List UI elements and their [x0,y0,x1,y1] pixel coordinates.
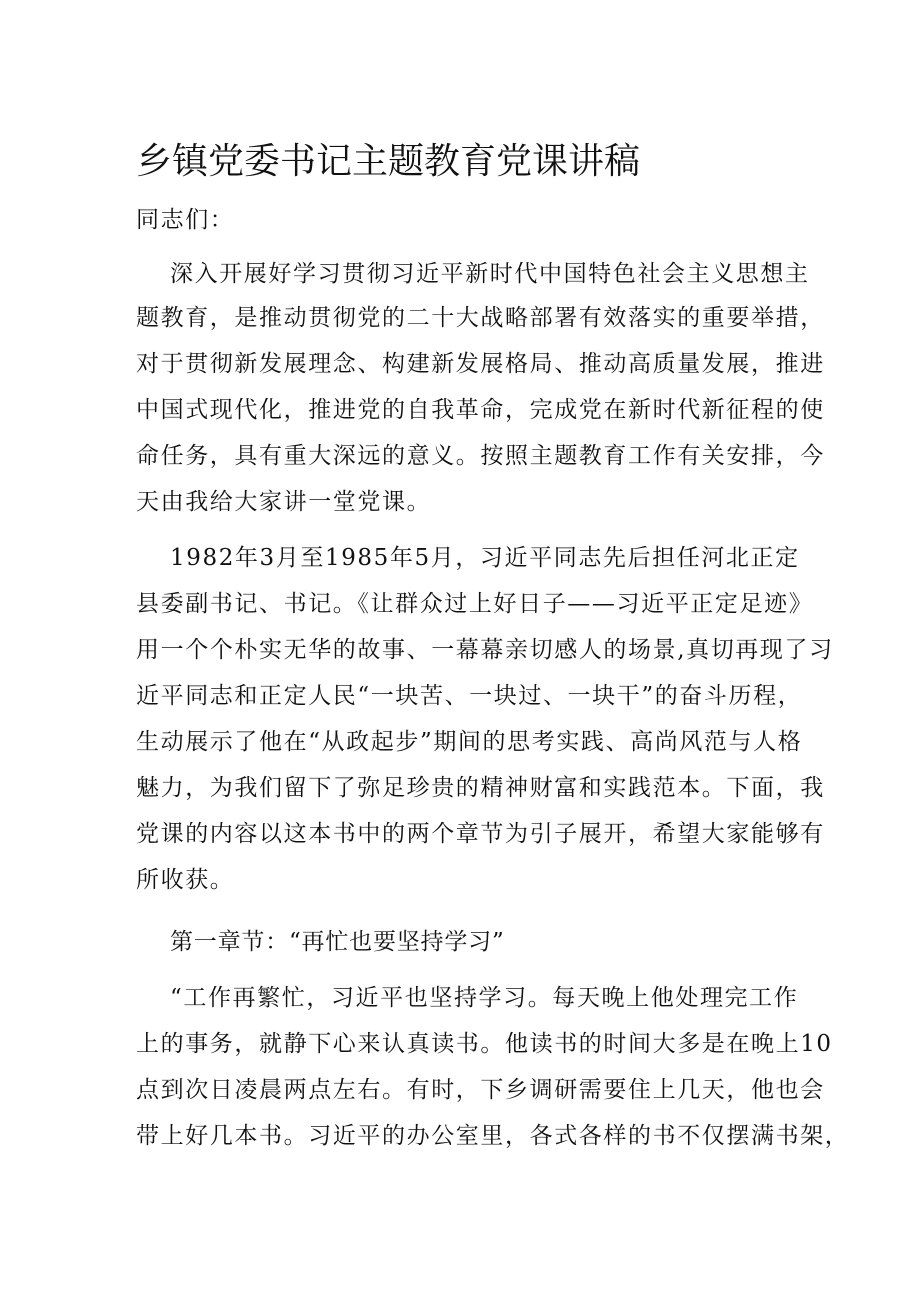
paragraph-line: 点到次日凌晨两点左右。有时，下乡调研需要住上几天，他也会 [136,1077,825,1103]
greeting: 同志们： [136,207,235,233]
paragraph-line: 生动展示了他在“从政起步”期间的思考实践、高尚风范与人格 [136,729,803,755]
paragraph-line: 党课的内容以这本书中的两个章节为引子展开，希望大家能够有 [136,821,825,847]
paragraph-line: 近平同志和正定人民“一块苦、一块过、一块干”的奋斗历程， [136,683,803,709]
paragraph-line: 题教育，是推动贯彻党的二十大战略部署有效落实的重要举措， [136,305,825,331]
document-title: 乡镇党委书记主题教育党课讲稿 [136,141,641,182]
paragraph-line: 带上好几本书。习近平的办公室里，各式各样的书不仅摆满书架， [136,1123,850,1149]
chapter-heading: 第一章节：“再忙也要坚持学习” [170,929,505,955]
paragraph-line: 深入开展好学习贯彻习近平新时代中国特色社会主义思想主 [170,261,810,287]
paragraph-line: 天由我给大家讲一堂党课。 [136,489,432,515]
paragraph-line: 中国式现代化，推进党的自我革命，完成党在新时代新征程的使 [136,397,825,423]
paragraph-line: “工作再繁忙，习近平也坚持学习。每天晚上他处理完工作 [170,985,799,1011]
paragraph-line: 对于贯彻新发展理念、构建新发展格局、推动高质量发展，推进 [136,351,825,377]
paragraph-line: 1982年3月至1985年5月，习近平同志先后担任河北正定 [170,545,800,571]
paragraph-line: 用一个个朴实无华的故事、一幕幕亲切感人的场景,真切再现了习 [136,637,834,663]
paragraph-line: 魅力，为我们留下了弥足珍贵的精神财富和实践范本。下面，我 [136,775,825,801]
paragraph-line: 县委副书记、书记。《让群众过上好日子——习近平正定足迹》 [136,591,814,617]
paragraph-line: 上的事务，就静下心来认真读书。他读书的时间大多是在晚上10 [136,1031,833,1057]
paragraph-line: 所收获。 [136,867,235,893]
paragraph-line: 命任务，具有重大深远的意义。按照主题教育工作有关安排，今 [136,443,825,469]
